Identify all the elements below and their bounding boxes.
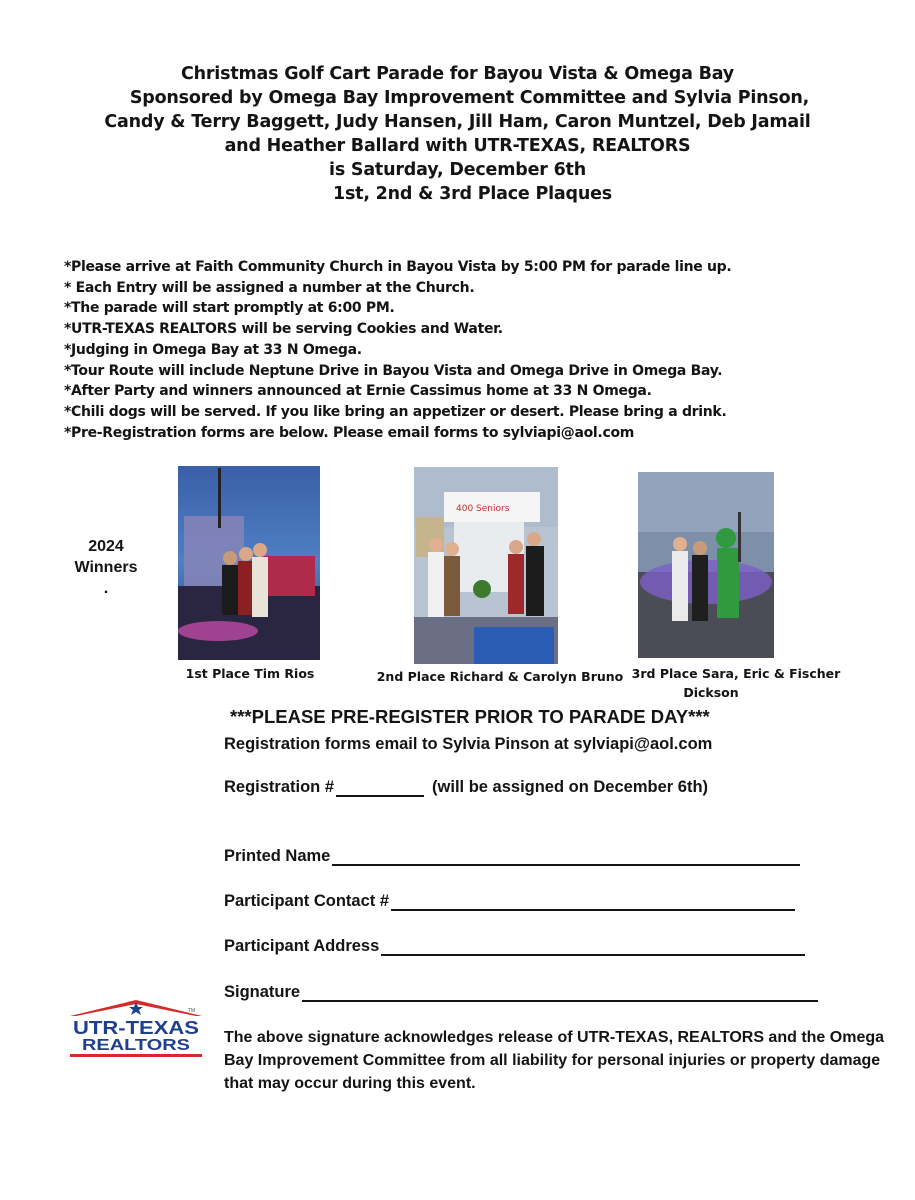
signature-row [224,983,818,1002]
winners-year: 2024 [88,538,124,555]
caption-third-place-surname: Dickson [683,685,739,700]
note-arrival: *Please arrive at Faith Community Church in Bayou Vista by 5:00 PM for parade line up. [64,259,732,275]
logo-line-2: REALTORS [82,1037,191,1054]
printed-name-label: Printed Name [224,847,331,865]
winners-word: Winners [74,559,138,576]
winner-photo-first-place [178,466,320,660]
signature-blank[interactable] [302,984,818,1002]
header-prizes: 1st, 2nd & 3rd Place Plaques [332,184,612,204]
note-start-time: *The parade will start promptly at 6:00 PM. [64,300,395,317]
flyer-header [0,62,915,206]
address-row [224,937,805,956]
logo-tm: TM [188,1008,196,1014]
printed-name-blank[interactable] [332,848,800,866]
caption-second-place: 2nd Place Richard & Carolyn Bruno [376,669,624,684]
contact-row [224,892,795,911]
winner-photo-third-place [638,472,774,658]
event-notes [64,257,884,443]
caption-third-place: 3rd Place Sara, Eric & Fischer [631,666,841,681]
logo-line-1: UTR-TEXAS [73,1018,199,1038]
note-judging: *Judging in Omega Bay at 33 N Omega. [64,341,362,358]
registration-number-row [224,778,708,797]
liability-disclaimer: The above signature acknowledges release of UTR-TEXAS, REALTORS and the Omega Bay Improvement Committee from all liability for personal injuries or property damage that may occur during this event. [224,1029,885,1092]
registration-title: ***PLEASE PRE-REGISTER PRIOR TO PARADE DAY*** [230,706,710,727]
address-blank[interactable] [381,938,805,956]
winners-dot: . [103,580,109,597]
note-after-party: *After Party and winners announced at Ernie Cassimus home at 33 N Omega. [64,383,652,400]
header-sponsors-line-3: and Heather Ballard with UTR-TEXAS, REALTORS [224,136,691,156]
printed-name-row [224,847,800,866]
header-sponsors-line-2: Candy & Terry Baggett, Judy Hansen, Jill Ham, Caron Muntzel, Deb Jamail [104,112,811,132]
registration-number-blank[interactable] [336,779,424,797]
utr-texas-logo [66,998,206,1060]
address-label: Participant Address [224,937,380,955]
header-sponsors-line-1: Sponsored by Omega Bay Improvement Committee and Sylvia Pinson, [129,88,810,108]
registration-number-label: Registration # [224,778,335,796]
logo-underline [70,1054,202,1057]
winners-label [60,536,152,599]
registration-email-line: Registration forms email to Sylvia Pinson at sylviapi@aol.com [224,735,713,753]
winner-photo-second-place [414,467,558,664]
note-refreshments: *UTR-TEXAS REALTORS will be serving Cookies and Water. [64,321,503,338]
caption-first-place: 1st Place Tim Rios [185,666,315,681]
header-date: is Saturday, December 6th [329,160,586,180]
registration-number-hint: (will be assigned on December 6th) [432,778,709,796]
contact-blank[interactable] [391,893,795,911]
contact-label: Participant Contact # [224,892,390,910]
note-tour-route: *Tour Route will include Neptune Drive in Bayou Vista and Omega Drive in Omega Bay. [64,362,723,379]
note-pre-registration: *Pre-Registration forms are below. Please email forms to sylviapi@aol.com [64,424,635,441]
signature-label: Signature [224,983,301,1001]
photo-sign-text: 400 Seniors [456,504,510,514]
note-entry-number: * Each Entry will be assigned a number at the Church. [64,279,475,296]
header-title: Christmas Golf Cart Parade for Bayou Vista & Omega Bay [180,64,735,84]
note-chili-dogs: *Chili dogs will be served. If you like bring an appetizer or desert. Please bring a drink. [64,403,727,420]
